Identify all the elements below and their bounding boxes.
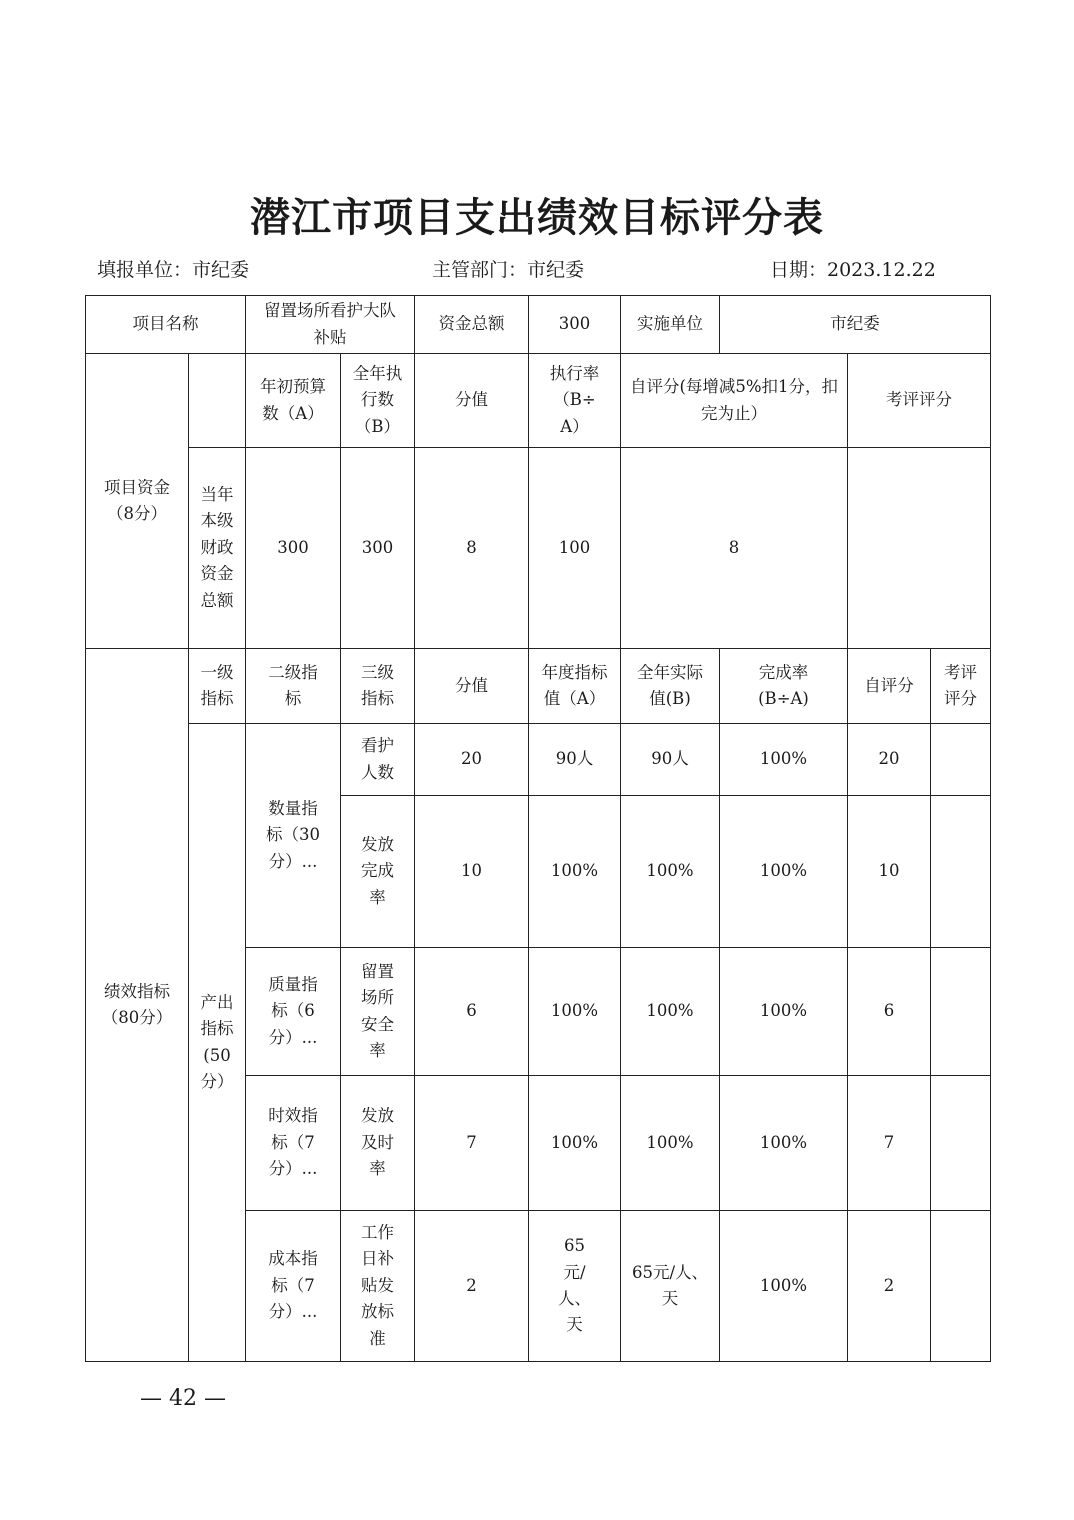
level3-indicator: 发放及时率 bbox=[341, 1076, 415, 1211]
level2-indicator: 时效指标（7分）... bbox=[246, 1076, 341, 1211]
perf-header-level2: 二级指标 bbox=[246, 649, 341, 724]
target-cell: 100% bbox=[529, 796, 621, 948]
funds-row-label: 当年本级财政资金总额 bbox=[189, 448, 246, 649]
rate-cell: 100% bbox=[720, 724, 848, 796]
funds-total-label: 资金总额 bbox=[415, 296, 529, 354]
funds-header-review-score: 考评评分 bbox=[848, 354, 991, 448]
rate-cell: 100% bbox=[720, 948, 848, 1076]
actual-cell: 90人 bbox=[621, 724, 720, 796]
funds-section-label: 项目资金（8分） bbox=[86, 354, 189, 649]
funds-score-value: 8 bbox=[415, 448, 529, 649]
page-number: — 42 — bbox=[140, 1386, 226, 1411]
score-cell: 6 bbox=[415, 948, 529, 1076]
level3-indicator: 工作日补贴发放标准 bbox=[341, 1211, 415, 1362]
perf-header-self-score: 自评分 bbox=[848, 649, 931, 724]
funds-empty-header bbox=[189, 354, 246, 448]
level2-indicator: 质量指标（6分）... bbox=[246, 948, 341, 1076]
score-cell: 20 bbox=[415, 724, 529, 796]
impl-unit-label: 实施单位 bbox=[621, 296, 720, 354]
level2-indicator: 数量指标（30分）... bbox=[246, 724, 341, 948]
score-cell: 2 bbox=[415, 1211, 529, 1362]
funds-total-value: 300 bbox=[529, 296, 621, 354]
score-cell: 10 bbox=[415, 796, 529, 948]
level3-indicator: 看护人数 bbox=[341, 724, 415, 796]
self-score-cell: 20 bbox=[848, 724, 931, 796]
table-row bbox=[86, 724, 991, 796]
self-score-cell: 10 bbox=[848, 796, 931, 948]
target-cell: 100% bbox=[529, 948, 621, 1076]
department: 主管部门：市纪委 bbox=[432, 259, 585, 281]
score-table bbox=[85, 295, 991, 1362]
level3-indicator: 留置场所安全率 bbox=[341, 948, 415, 1076]
score-cell: 7 bbox=[415, 1076, 529, 1211]
funds-header-budget: 年初预算数（A） bbox=[246, 354, 341, 448]
review-score-cell bbox=[931, 948, 991, 1076]
review-score-cell bbox=[931, 1211, 991, 1362]
actual-cell: 65元/人、天 bbox=[621, 1211, 720, 1362]
fill-unit: 填报单位：市纪委 bbox=[97, 259, 250, 281]
report-date: 日期：2023.12.22 bbox=[770, 259, 936, 281]
review-score-cell bbox=[931, 724, 991, 796]
perf-header-target: 年度指标值（A） bbox=[529, 649, 621, 724]
funds-header-exec-rate: 执行率（B÷A） bbox=[529, 354, 621, 448]
project-name-value: 留置场所看护大队补贴 bbox=[246, 296, 415, 354]
funds-budget-value: 300 bbox=[246, 448, 341, 649]
actual-cell: 100% bbox=[621, 796, 720, 948]
target-cell: 90人 bbox=[529, 724, 621, 796]
project-name-label: 项目名称 bbox=[86, 296, 246, 354]
self-score-cell: 7 bbox=[848, 1076, 931, 1211]
level1-indicator: 产出指标(50分） bbox=[189, 724, 246, 1362]
self-score-cell: 6 bbox=[848, 948, 931, 1076]
funds-executed-value: 300 bbox=[341, 448, 415, 649]
page-title: 潜江市项目支出绩效目标评分表 bbox=[250, 194, 824, 241]
funds-exec-rate-value: 100 bbox=[529, 448, 621, 649]
review-score-cell bbox=[931, 1076, 991, 1211]
perf-header-actual: 全年实际值(B) bbox=[621, 649, 720, 724]
funds-review-score-value bbox=[848, 448, 991, 649]
funds-header-self-score: 自评分(每增减5%扣1分，扣完为止） bbox=[621, 354, 848, 448]
target-cell: 65元/人、天 bbox=[529, 1211, 621, 1362]
funds-self-score-value: 8 bbox=[621, 448, 848, 649]
impl-unit-value: 市纪委 bbox=[720, 296, 991, 354]
level2-indicator: 成本指标（7分）... bbox=[246, 1211, 341, 1362]
target-cell: 100% bbox=[529, 1076, 621, 1211]
actual-cell: 100% bbox=[621, 948, 720, 1076]
performance-section-label: 绩效指标（80分） bbox=[86, 649, 189, 1362]
funds-header-executed: 全年执行数（B） bbox=[341, 354, 415, 448]
level3-indicator: 发放完成率 bbox=[341, 796, 415, 948]
rate-cell: 100% bbox=[720, 1076, 848, 1211]
perf-header-level1: 一级指标 bbox=[189, 649, 246, 724]
actual-cell: 100% bbox=[621, 1076, 720, 1211]
review-score-cell bbox=[931, 796, 991, 948]
rate-cell: 100% bbox=[720, 1211, 848, 1362]
perf-header-score: 分值 bbox=[415, 649, 529, 724]
funds-header-score: 分值 bbox=[415, 354, 529, 448]
rate-cell: 100% bbox=[720, 796, 848, 948]
perf-header-review-score: 考评评分 bbox=[931, 649, 991, 724]
perf-header-level3: 三级指标 bbox=[341, 649, 415, 724]
perf-header-rate: 完成率(B÷A) bbox=[720, 649, 848, 724]
self-score-cell: 2 bbox=[848, 1211, 931, 1362]
